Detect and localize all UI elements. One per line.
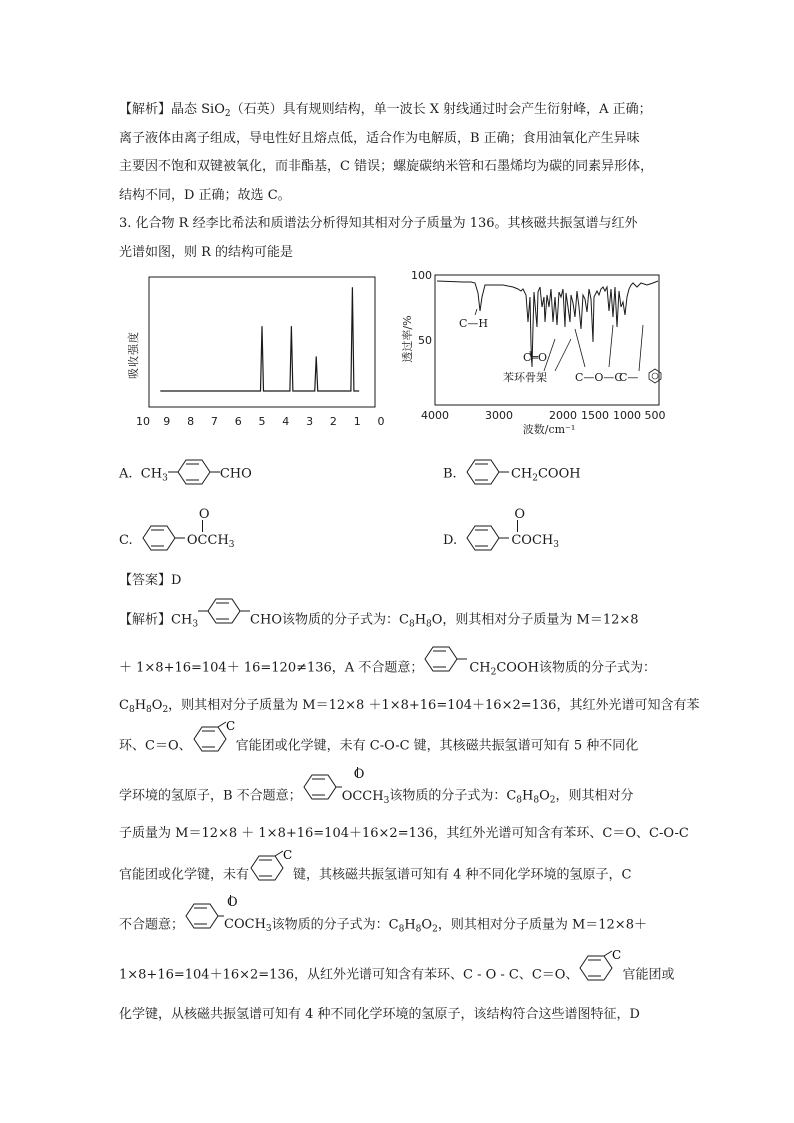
benzene-icon	[465, 523, 511, 557]
ir-xtick: 1000	[613, 409, 641, 422]
ir-xtick: 1500	[581, 409, 609, 422]
benzene-icon	[198, 596, 250, 644]
analysis-line: 环、C＝O、 C 官能团或化学键，未有 C-O-C 键，其核磁共振氢谱可知有 5 种不同化	[119, 720, 679, 772]
benzene-icon	[302, 772, 342, 820]
question-stem: 光谱如图，则 R 的结构可能是	[119, 244, 294, 260]
nmr-xtick: 9	[163, 415, 171, 428]
analysis-line: 【解析】$CH_3$ CHO该物质的分子式为：$C_8H_8O$，则其相对分子质量为 M＝12×8	[119, 596, 679, 644]
nmr-xtick: 6	[234, 415, 242, 428]
analysis-line: 结构不同，D 正确；故选 C。	[119, 187, 291, 203]
benzene-icon	[465, 457, 511, 491]
benzyl-c-icon	[578, 949, 622, 1001]
ir-frame	[435, 275, 659, 405]
question-stem: 3. 化合物 R 经李比希法和质谱法分析得知其相对分子质量为 136。其核磁共振氢谱与红外	[119, 216, 638, 231]
ir-annotation-cph: C—	[619, 371, 639, 384]
analysis-line: 【解析】晶态 SiO$_2$（石英）具有规则结构，单一波长 X 射线通过时会产生衍射峰，A 正确；	[119, 102, 652, 119]
ir-xtick: 2000	[549, 409, 577, 422]
option-d: D. O $COCH_3$	[443, 509, 559, 543]
option-a: A. $CH_3$ CHO	[119, 457, 252, 491]
nmr-xtick: 3	[306, 415, 314, 428]
option-b: B. $CH_2COOH$	[443, 457, 581, 491]
nmr-xtick: 1	[353, 415, 361, 428]
page-content	[119, 96, 700, 1029]
nmr-ylabel: 吸收强度	[127, 331, 140, 379]
spectra-figures	[119, 269, 679, 441]
analysis-line: 主要因不饱和双键被氧化，而非酯基，C 错误；螺旋碳纳米管和石墨烯均为碳的同素异形体，	[119, 159, 654, 174]
ir-annotation-ch: C—H	[459, 317, 489, 330]
nmr-x-ticks	[136, 415, 385, 428]
option-row	[119, 457, 679, 509]
analysis-line: 不合题意； O $COCH_3$该物质的分子式为：$C_8H_8O_2$，则其相对分子质量为 M＝12×8＋	[119, 901, 679, 949]
answer: 【答案】D	[119, 573, 182, 588]
nmr-xtick: 4	[282, 415, 290, 428]
ir-xtick: 500	[644, 409, 666, 422]
ir-annotation-coc: C—O—C	[575, 371, 623, 384]
benzene-icon	[141, 523, 187, 557]
option-row	[119, 506, 679, 561]
ir-annotation-co: C═O	[523, 351, 548, 364]
c-atom-label: C	[283, 847, 293, 862]
analysis-line: 官能团或化学键，未有 C 键，其核磁共振氢谱可知有 4 种不同化学环境的氢原子，C	[119, 849, 679, 901]
ir-spectrum	[401, 267, 666, 436]
analysis-line: 化学键，从核磁共振氢谱可知有 4 种不同化学环境的氢原子，该结构符合这些谱图特征，D	[119, 1006, 640, 1022]
ir-ylabel: 透过率/%	[401, 315, 414, 363]
benzyl-c-icon	[249, 849, 293, 901]
ir-ytick: 50	[418, 334, 432, 347]
benzene-icon	[168, 457, 220, 491]
ir-xtick: 4000	[421, 409, 449, 422]
analysis-line: ＋ 1×8+16=104＋ 16=120≠136，A 不合题意； $CH_2COOH$该物质的分子式为：	[119, 644, 679, 692]
nmr-xtick: 8	[187, 415, 195, 428]
ir-annotation-ring: 苯环骨架	[503, 371, 547, 384]
nmr-trace	[160, 287, 359, 391]
c-atom-label: C	[225, 719, 235, 733]
analysis-line: $C_8H_8O_2$，则其相对分子质量为 M＝12×8 ＋1×8+16=104＋16×2=136，其红外光谱可知含有苯	[119, 697, 700, 715]
ir-xlabel: 波数/cm⁻¹	[522, 423, 576, 436]
ir-xtick: 3000	[485, 409, 513, 422]
benzene-icon	[423, 644, 469, 692]
benzene-icon	[184, 901, 224, 949]
c-atom-label: C	[612, 947, 622, 962]
analysis-line: 离子液体由离子组成，导电性好且熔点低，适合作为电解质，B 正确；食用油氧化产生异味	[119, 130, 640, 146]
option-c: C. O $OCCH_3$	[119, 509, 235, 543]
nmr-xtick: 7	[210, 415, 218, 428]
nmr-xtick: 2	[329, 415, 337, 428]
benzyl-c-icon	[192, 720, 236, 772]
nmr-xtick: 5	[258, 415, 266, 428]
ir-ytick: 100	[411, 269, 432, 282]
analysis-line: 子质量为 M＝12×8 ＋ 1×8+16=104＋16×2=136，其红外光谱可知含有苯环、C＝O、C-O-C	[119, 826, 689, 841]
nmr-spectrum	[119, 273, 385, 433]
analysis-line: 学环境的氢原子，B 不合题意； O $OCCH_3$该物质的分子式为：$C_8H_8O_2$，则其相对分	[119, 772, 679, 820]
nmr-xtick: 10	[136, 415, 150, 428]
analysis-line: 1×8+16=104＋16×2=136，从红外光谱可知含有苯环、C - O - C、C＝O、 C 官能团或	[119, 949, 679, 1001]
nmr-xtick: 0	[377, 415, 385, 428]
